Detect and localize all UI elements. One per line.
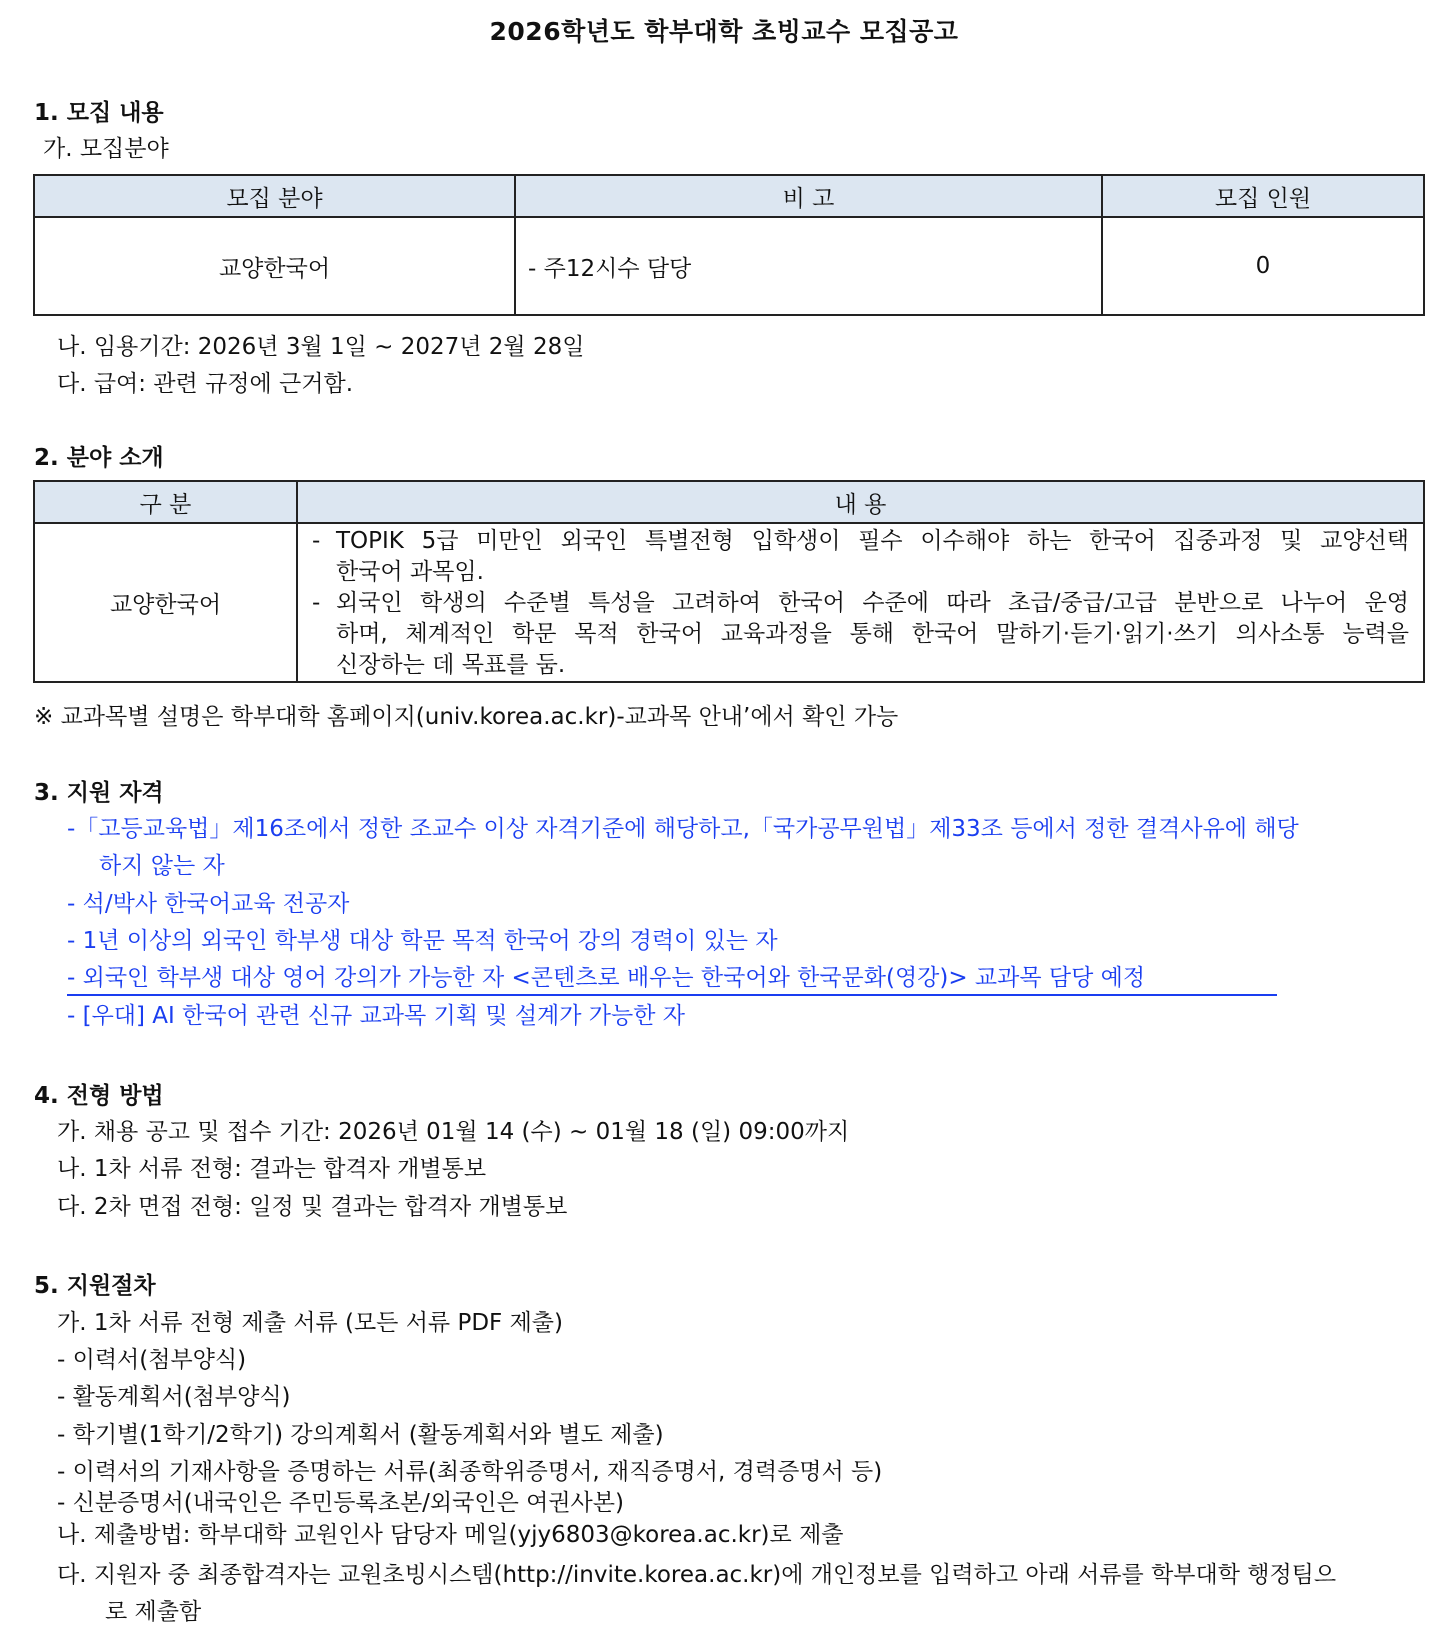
section-2-note: ※ 교과목별 설명은 학부대학 홈페이지(univ.korea.ac.kr)-교과목 안내’에서 확인 가능: [34, 704, 899, 730]
intro-item-dash: -: [312, 528, 321, 554]
section-1-sub-a: 가. 모집분야: [43, 136, 169, 162]
intro-header-category: 구 분: [34, 481, 297, 523]
qualification-item-3: - 1년 이상의 외국인 학부생 대상 학문 목적 한국어 강의 경력이 있는 자: [67, 928, 778, 954]
recruitment-count-cell: 0: [1102, 217, 1424, 315]
selection-line-2: 나. 1차 서류 전형: 결과는 합격자 개별통보: [57, 1156, 487, 1182]
section-3-heading: 3. 지원 자격: [34, 780, 164, 806]
qualification-item-2: - 석/박사 한국어교육 전공자: [67, 891, 350, 917]
qualification-item-5: - [우대] AI 한국어 관련 신규 교과목 기획 및 설계가 가능한 자: [67, 1003, 685, 1029]
procedure-doc-1: - 이력서(첨부양식): [57, 1347, 247, 1373]
recruitment-note-cell: - 주12시수 담당: [515, 217, 1102, 315]
qualification-item-1: -「고등교육법」제16조에서 정한 조교수 이상 자격기준에 해당하고,「국가공무원법」제33조 등에서 정한 결격사유에 해당: [67, 816, 1299, 842]
intro-item-line: 하며, 체계적인 학문 목적 한국어 교육과정을 통해 한국어 말하기·듣기·읽기·쓰기 의사소통 능력을: [336, 621, 1409, 647]
procedure-doc-4: - 이력서의 기재사항을 증명하는 서류(최종학위증명서, 재직증명서, 경력증명서 등): [57, 1459, 883, 1485]
procedure-line-3: 다. 지원자 중 최종합격자는 교원초빙시스템(http://invite.korea.ac.kr)에 개인정보를 입력하고 아래 서류를 학부대학 행정팀으: [57, 1562, 1337, 1588]
qualification-item-1-cont: 하지 않는 자: [99, 853, 225, 879]
intro-content-cell: [297, 523, 1424, 682]
intro-item-dash: -: [312, 590, 321, 616]
intro-header-content: 내 용: [297, 481, 1424, 523]
field-intro-table: [33, 480, 1425, 683]
procedure-line-2: 나. 제출방법: 학부대학 교원인사 담당자 메일(yjy6803@korea.ac.kr)로 제출: [57, 1522, 844, 1548]
section-4-heading: 4. 전형 방법: [34, 1083, 164, 1109]
recruitment-header-count: 모집 인원: [1102, 175, 1424, 217]
procedure-doc-5: - 신분증명서(내국인은 주민등록초본/외국인은 여권사본): [57, 1490, 624, 1516]
qualification-item-4: - 외국인 학부생 대상 영어 강의가 가능한 자 <콘텐츠로 배우는 한국어와 한국문화(영강)> 교과목 담당 예정: [67, 959, 1277, 996]
intro-item-line: 한국어 과목임.: [336, 559, 484, 585]
recruitment-header-field: 모집 분야: [34, 175, 515, 217]
selection-line-1: 가. 채용 공고 및 접수 기간: 2026년 01월 14 (수) ~ 01월 18 (일) 09:00까지: [57, 1119, 850, 1145]
intro-item: [312, 526, 1409, 588]
section-1-line-c: 다. 급여: 관련 규정에 근거함.: [57, 371, 354, 397]
intro-category-cell: 교양한국어: [34, 523, 297, 682]
recruitment-field-cell: 교양한국어: [34, 217, 515, 315]
section-5-heading: 5. 지원절차: [34, 1273, 156, 1299]
procedure-line-1: 가. 1차 서류 전형 제출 서류 (모든 서류 PDF 제출): [57, 1310, 563, 1336]
procedure-doc-3: - 학기별(1학기/2학기) 강의계획서 (활동계획서와 별도 제출): [57, 1422, 664, 1448]
intro-item-line: TOPIK 5급 미만인 외국인 특별전형 입학생이 필수 이수해야 하는 한국어 집중과정 및 교양선택: [336, 528, 1409, 554]
selection-line-3: 다. 2차 면접 전형: 일정 및 결과는 합격자 개별통보: [57, 1194, 568, 1220]
section-1-heading: 1. 모집 내용: [34, 100, 164, 126]
intro-item-line: 외국인 학생의 수준별 특성을 고려하여 한국어 수준에 따라 초급/중급/고급 분반으로 나누어 운영: [336, 590, 1409, 616]
recruitment-table: [33, 174, 1425, 316]
page-title: 2026학년도 학부대학 초빙교수 모집공고: [489, 17, 959, 46]
section-2-heading: 2. 분야 소개: [34, 445, 164, 471]
intro-item-line: 신장하는 데 목표를 둠.: [336, 652, 566, 678]
intro-item: [312, 588, 1409, 681]
procedure-doc-2: - 활동계획서(첨부양식): [57, 1384, 291, 1410]
procedure-line-3-cont: 로 제출함: [105, 1599, 202, 1625]
recruitment-header-note: 비 고: [515, 175, 1102, 217]
section-1-line-b: 나. 임용기간: 2026년 3월 1일 ~ 2027년 2월 28일: [57, 334, 585, 360]
